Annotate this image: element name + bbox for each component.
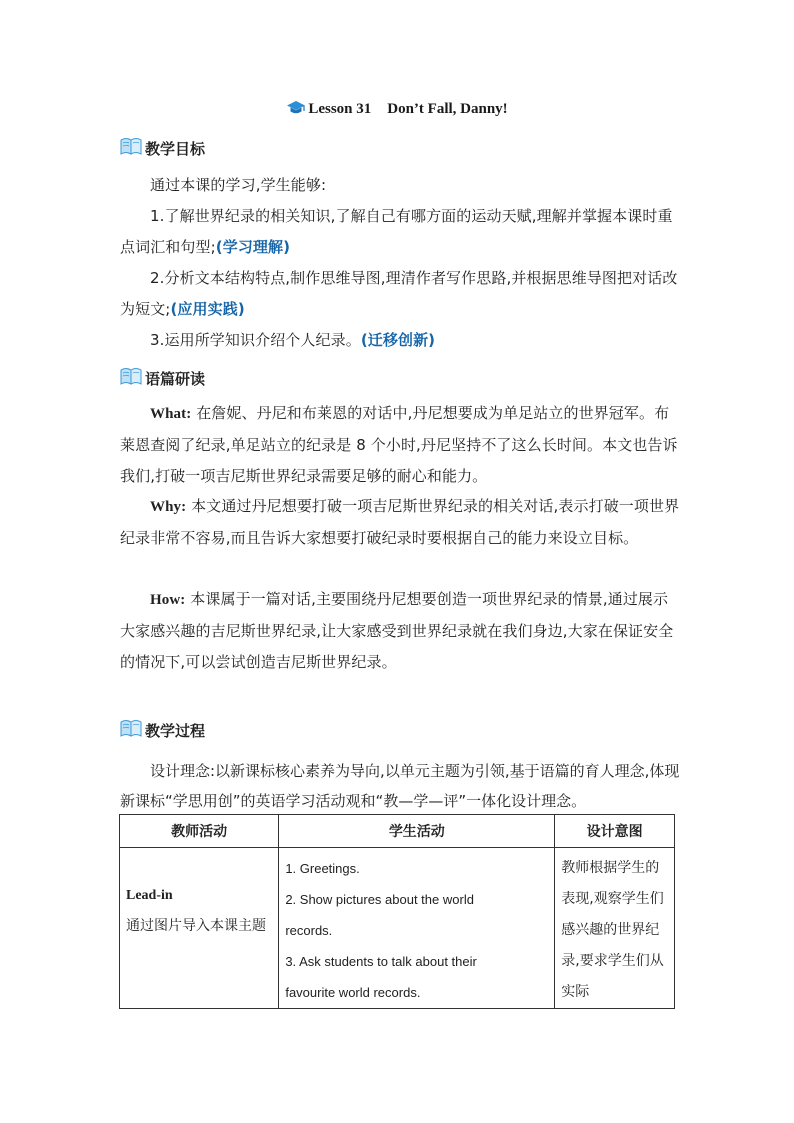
- objective-item-1: 1.了解世界纪录的相关知识,了解自己有哪方面的运动天赋,理解并掌握本课时重点词汇和句型;(学习理解): [120, 207, 673, 256]
- lesson-name: Don’t Fall, Danny!: [387, 101, 508, 117]
- student-activity-line: 3. Ask students to talk about their: [285, 954, 477, 969]
- design-intent-cell: [555, 848, 675, 1009]
- teacher-activity-cell: [120, 848, 279, 1009]
- objective-tag: (应用实践): [170, 300, 245, 318]
- design-note: 设计理念:以新课标核心素养为导向,以单元主题为引领,基于语篇的育人理念,体现新课标“学思用创”的英语学习活动观和“教—学—评”一体化设计理念。: [120, 762, 680, 810]
- lesson-title: [0, 100, 794, 121]
- section-title: 教学过程: [145, 721, 206, 740]
- table-row: [120, 848, 675, 1009]
- reading-why: Why: 本文通过丹尼想要打破一项吉尼斯世界纪录的相关对话,表示打破一项世界纪录非常不容易,而且告诉大家想要打破纪录时要根据自己的能力来设立目标。: [120, 497, 680, 547]
- header-teacher: 教师活动: [120, 815, 279, 848]
- book-icon: [120, 718, 142, 742]
- section-heading-process: [120, 718, 205, 742]
- objective-tag: (学习理解): [215, 238, 291, 256]
- process-table: [119, 814, 675, 1009]
- lesson-number: Lesson 31: [308, 101, 372, 117]
- reading-what: What: 在詹妮、丹尼和布莱恩的对话中,丹尼想要成为单足站立的世界冠军。布莱恩查阅了纪录,单足站立的纪录是 8 个小时,丹尼坚持不了这么长时间。本文也告诉我们,打破一项吉尼斯世界纪录需要足够的耐心和能力。: [120, 404, 678, 485]
- book-icon: [120, 366, 142, 390]
- student-activity-line: records.: [285, 923, 333, 938]
- design-intent-text: 教师根据学生的表现,观察学生们感兴趣的世界纪录,要求学生们从实际: [561, 860, 664, 1000]
- section-heading-reading: [120, 366, 205, 390]
- teacher-activity-title: Lead-in: [126, 888, 173, 903]
- objective-item-2: 2.分析文本结构特点,制作思维导图,理清作者写作思路,并根据思维导图把对话改为短文;(应用实践): [120, 269, 678, 318]
- student-activity-line: favourite world records.: [285, 985, 421, 1000]
- objective-tag: (迁移创新): [360, 331, 436, 349]
- section-heading-objectives: [120, 136, 205, 160]
- objectives-intro: 通过本课的学习,学生能够:: [150, 176, 327, 194]
- book-icon: [120, 136, 142, 160]
- student-activity-cell: [279, 848, 555, 1009]
- section-title: 教学目标: [145, 139, 206, 158]
- header-student: 学生活动: [279, 815, 555, 848]
- section-title: 语篇研读: [145, 369, 206, 388]
- objective-item-3: 3.运用所学知识介绍个人纪录。(迁移创新): [150, 331, 436, 349]
- table-header-row: [120, 815, 675, 848]
- reading-how: How: 本课属于一篇对话,主要围绕丹尼想要创造一项世界纪录的情景,通过展示大家感兴趣的吉尼斯世界纪录,让大家感受到世界纪录就在我们身边,大家在保证安全的情况下,可以尝试创造吉尼斯世界纪录。: [120, 590, 674, 671]
- student-activity-line: 1. Greetings.: [285, 861, 360, 876]
- graduation-cap-icon: [286, 100, 306, 121]
- teacher-activity-text: 通过图片导入本课主题: [126, 918, 266, 934]
- student-activity-line: 2. Show pictures about the world: [285, 892, 474, 907]
- header-intent: 设计意图: [555, 815, 675, 848]
